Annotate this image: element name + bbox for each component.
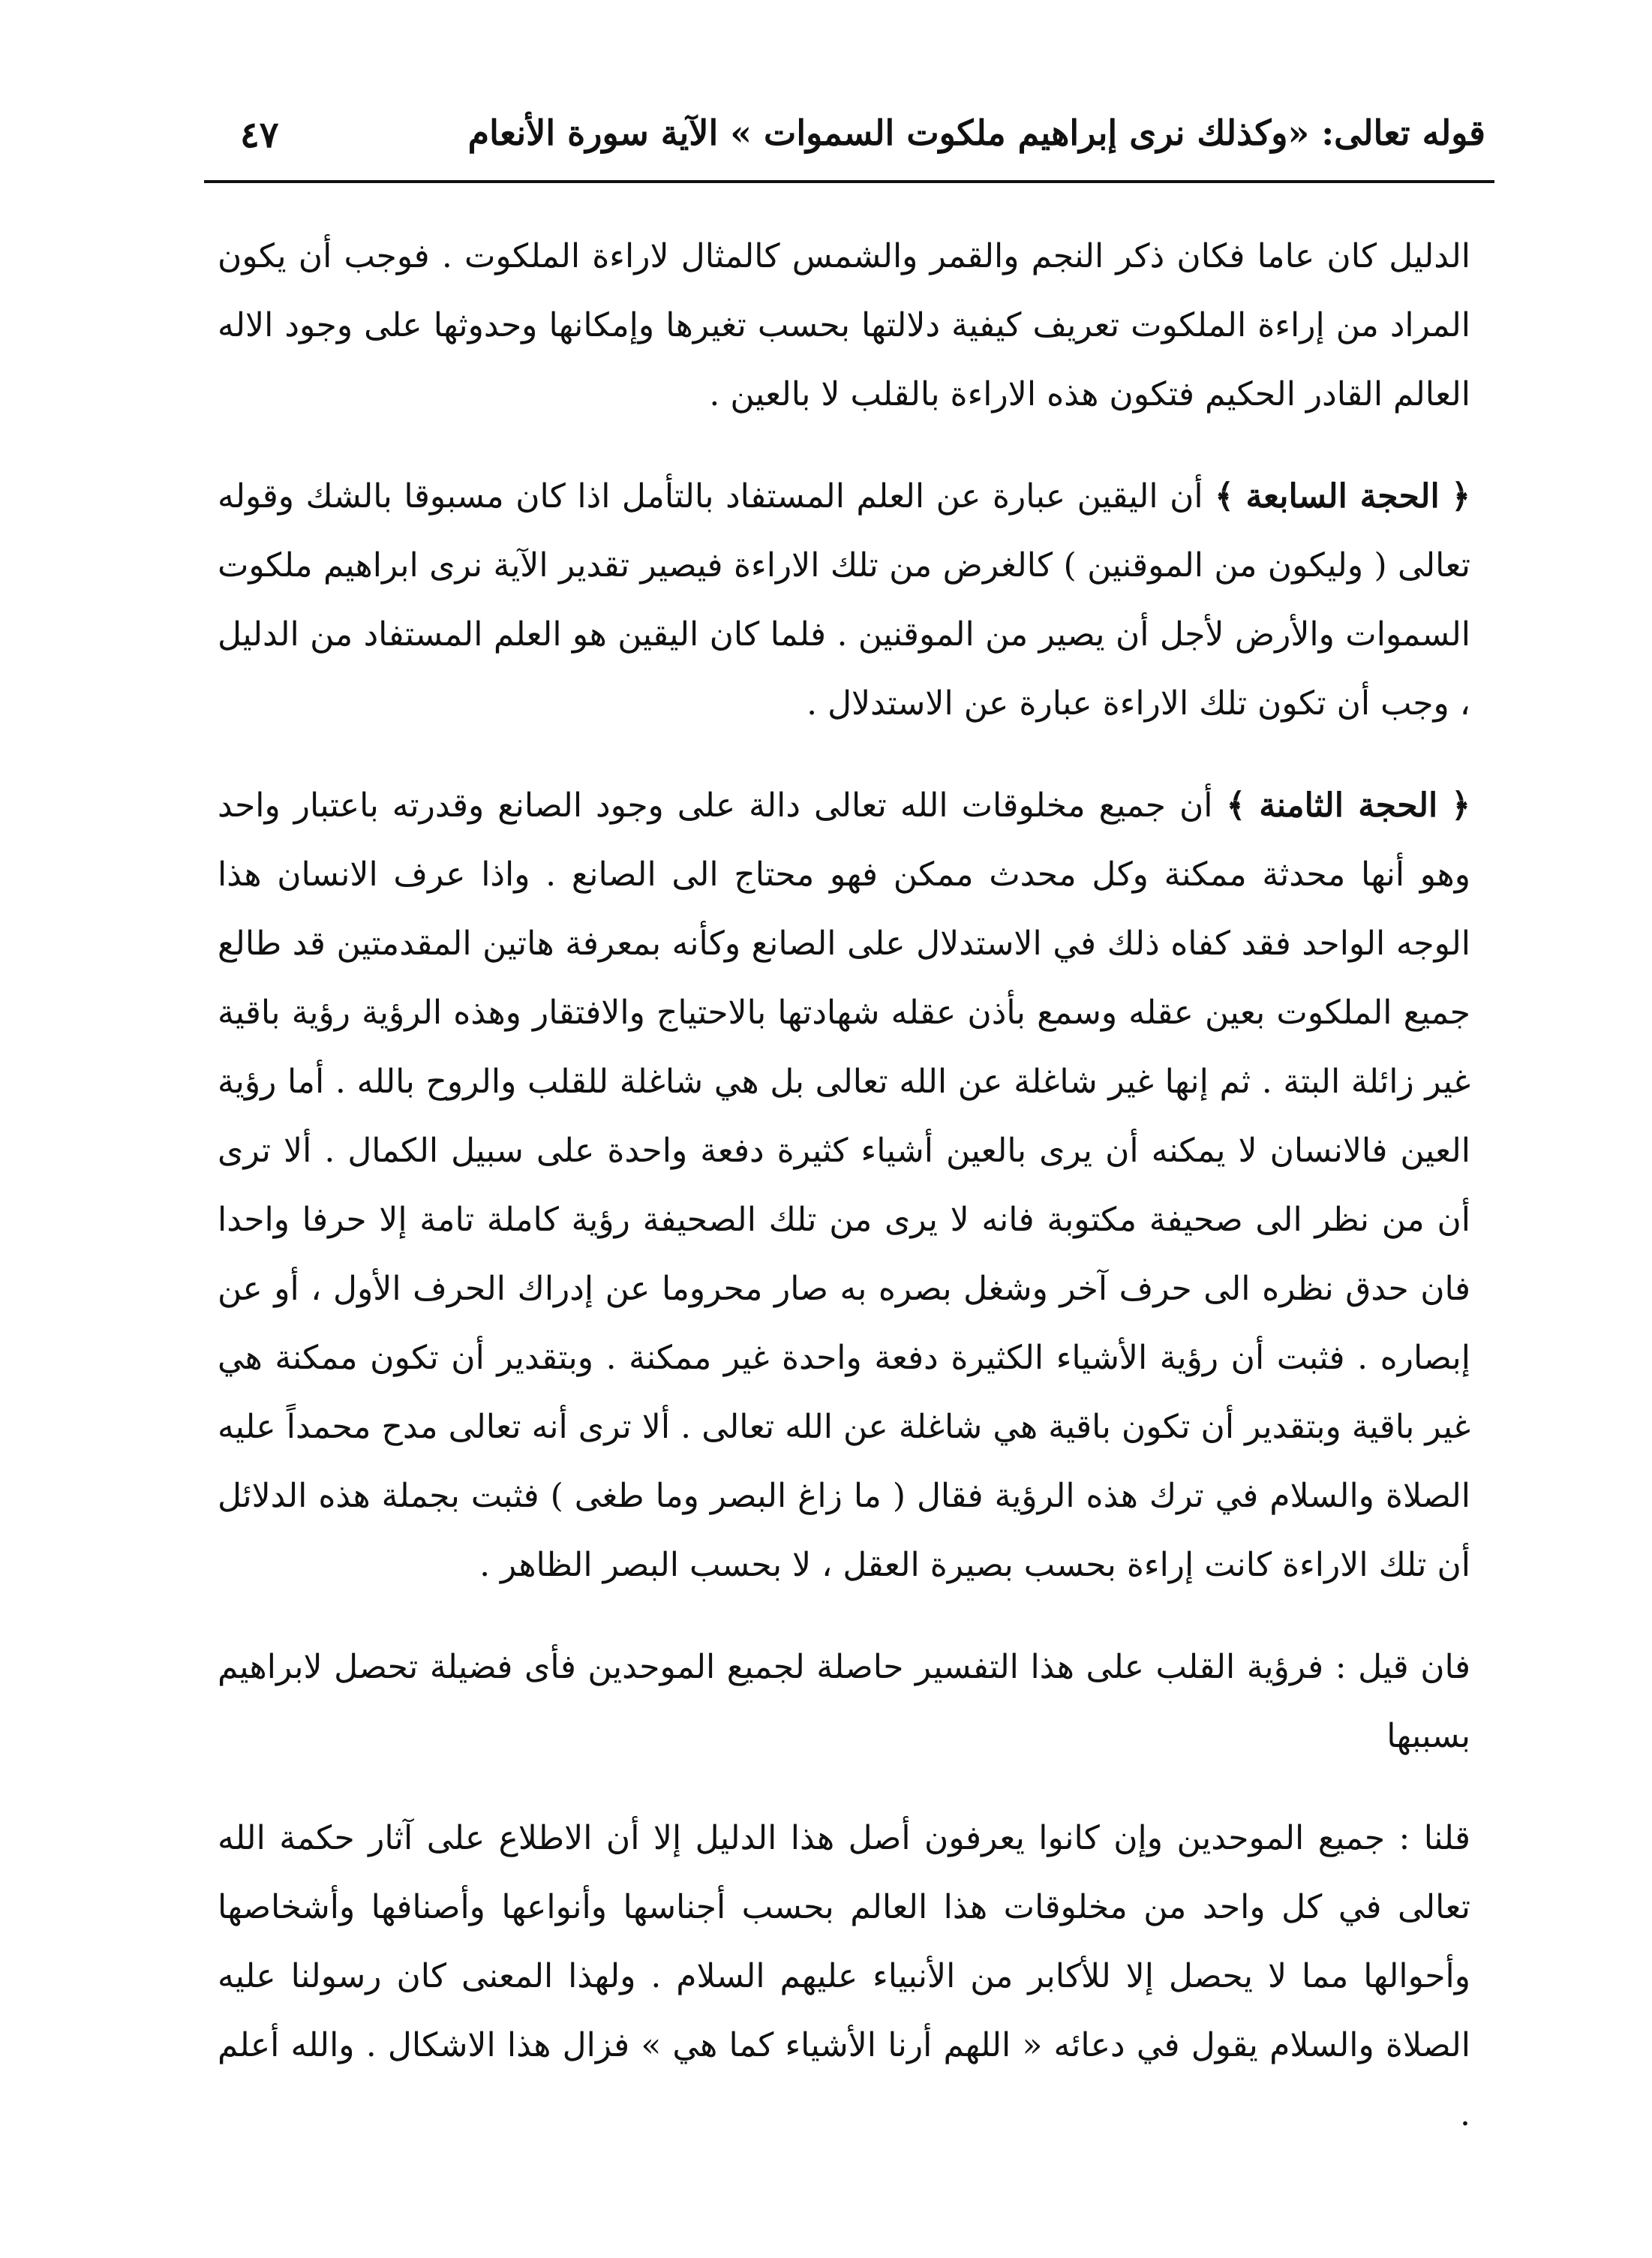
paragraph-2-text: أن اليقين عبارة عن العلم المستفاد بالتأمل اذا كان مسبوقا بالشك وقوله تعالى ( وليكون من الموقنين ) كالغرض من تلك الاراءة فيصير تقدير الآية نرى ابراهيم ملكوت السموات والأرض لأجل أن يصير من الموقنين . فلما كان اليقين هو العلم المستفاد من الدليل ، وجب أن تكون تلك الاراءة عبارة عن الاستدلال . — [218, 477, 1470, 723]
paragraph-3-text: أن جميع مخلوقات الله تعالى دالة على وجود الصانع وقدرته باعتبار واحد وهو أنها محدثة ممكنة وكل محدث ممكن فهو محتاج الى الصانع . واذا عرف الانسان هذا الوجه الواحد فقد كفاه ذلك في الاستدلال على الصانع وكأنه بمعرفة هاتين المقدمتين قد طالع جميع الملكوت بعين عقله وسمع بأذن عقله شهادتها بالاحتياج والافتقار وهذه الرؤية رؤية باقية غير زائلة البتة . ثم إنها غير شاغلة عن الله تعالى بل هي شاغلة للقلب والروح بالله . أما رؤية العين فالانسان لا يمكنه أن يرى بالعين أشياء كثيرة دفعة واحدة على سبيل الكمال . ألا ترى أن من نظر الى صحيفة مكتوبة فانه لا يرى من تلك الصحيفة رؤية كاملة تامة إلا حرفا واحدا فان حدق نظره الى حرف آخر وشغل بصره به صار محروما عن إدراك الحرف الأول ، أو عن إبصاره . فثبت أن رؤية الأشياء الكثيرة دفعة واحدة غير ممكنة . وبتقدير أن تكون ممكنة هي غير باقية وبتقدير أن تكون باقية هي شاغلة عن الله تعالى . ألا ترى أنه تعالى مدح محمداً عليه الصلاة والسلام في ترك هذه الرؤية فقال ( ما زاغ البصر وما طغى ) فثبت بجملة هذه الدلائل أن تلك الاراءة كانت إراءة بحسب بصيرة العقل ، لا بحسب البصر الظاهر . — [218, 786, 1470, 1584]
paragraph-3 — [218, 771, 1470, 1600]
paragraph-gap — [218, 738, 1470, 771]
paragraph-5-text: قلنا : جميع الموحدين وإن كانوا يعرفون أصل هذا الدليل إلا أن الاطلاع على آثار حكمة الله تعالى في كل واحد من مخلوقات هذا العالم بحسب أجناسها وأنواعها وأصنافها وأشخاصها وأحوالها مما لا يحصل إلا للأكابر من الأنبياء عليهم السلام . ولهذا المعنى كان رسولنا عليه الصلاة والسلام يقول في دعائه « اللهم أرنا الأشياء كما هي » فزال هذا الاشكال . والله أعلم . — [218, 1819, 1470, 2133]
ornate-bracket-close: ﴾ — [1215, 477, 1234, 516]
paragraph-1-text: الدليل كان عاما فكان ذكر النجم والقمر والشمس كالمثال لاراءة الملكوت . فوجب أن يكون المراد من إراءة الملكوت تعريف كيفية دلالتها بحسب تغيرها وإمكانها وحدوثها على وجود الاله العالم القادر الحكيم فتكون هذه الاراءة بالقلب لا بالعين . — [218, 237, 1470, 413]
ornate-bracket-open: ﴿ — [1451, 786, 1470, 825]
ornate-bracket-close: ﴾ — [1226, 786, 1246, 825]
header-title: قوله تعالى: «وكذلك نرى إبراهيم ملكوت السموات » الآية سورة الأنعام — [467, 113, 1485, 153]
section-heading-eighth-argument: الحجة الثامنة — [1259, 786, 1438, 825]
paragraph-gap — [218, 429, 1470, 462]
paragraph-gap — [218, 1600, 1470, 1633]
paragraph-4-text: فان قيل : فرؤية القلب على هذا التفسير حاصلة لجميع الموحدين فأى فضيلة تحصل لابراهيم بسببها — [218, 1648, 1470, 1755]
page-number: ٤٧ — [240, 114, 279, 156]
paragraph-gap — [218, 1771, 1470, 1804]
body-text — [218, 222, 1470, 2149]
paragraph-2 — [218, 462, 1470, 738]
header-rule — [204, 180, 1494, 183]
paragraph-1 — [218, 222, 1470, 429]
paragraph-5 — [218, 1804, 1470, 2149]
section-heading-seventh-argument: الحجة السابعة — [1245, 477, 1440, 516]
running-header — [210, 98, 1485, 165]
paragraph-4 — [218, 1633, 1470, 1771]
ornate-bracket-open: ﴿ — [1451, 477, 1470, 516]
